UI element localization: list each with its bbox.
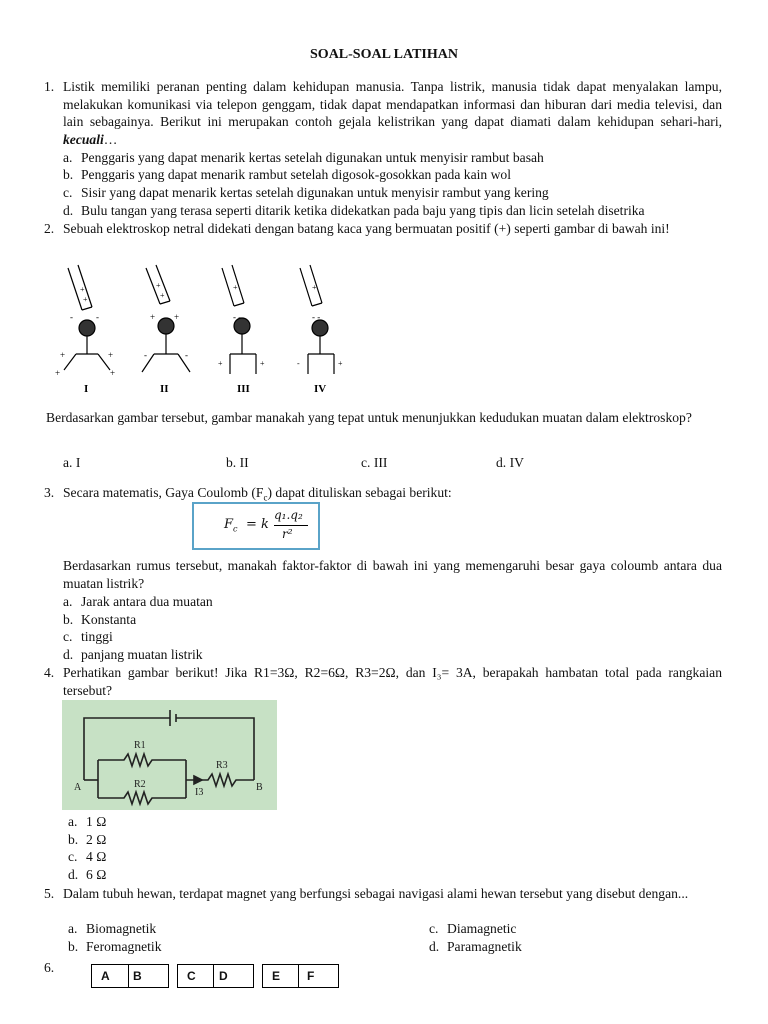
q5-option-b[interactable] [68,938,162,956]
q2-option-c[interactable]: c. III [361,455,388,470]
formula-lhs-sub: c [233,524,238,534]
svg-text:+: + [260,359,265,368]
svg-text:-: - [297,359,300,368]
q1-ellipsis: … [103,131,118,147]
formula-denominator: r² [282,527,293,541]
svg-text:+: + [80,285,85,294]
q1-number: 1. [44,79,55,94]
electroscope-2 [142,265,190,372]
q1-emphasis: kecuali [63,131,104,147]
q3-option-b[interactable] [63,611,136,629]
option-letter: c. [63,185,73,200]
circuit-diagram [62,700,277,810]
q1-text [63,78,722,148]
svg-text:+: + [150,312,156,322]
option-letter: b. [68,939,79,954]
label-r2: R2 [134,779,146,790]
svg-text:- -: - - [233,312,242,322]
label-r3: R3 [216,760,228,771]
q4-option-d[interactable] [68,866,106,884]
q3-option-a[interactable] [63,593,213,611]
svg-text:+: + [338,359,343,368]
option-text: tinggi [81,629,113,644]
q2-question: Berdasarkan gambar tersebut, gambar manakah yang tepat untuk menunjukkan kedudukan muatan dalam elektroskop? [46,410,692,425]
svg-text:+: + [110,368,116,378]
formula-equals: = k [246,517,269,532]
q3-subscript: c [263,492,268,503]
option-text: 2 Ω [86,832,107,847]
box-cell: E [272,969,281,983]
option-text: Paramagnetik [447,939,522,954]
q4-option-a[interactable] [68,813,106,831]
q3-question: Berdasarkan rumus tersebut, manakah faktor-faktor di bawah ini yang memengaruhi besar gaya coloumb antara dua muatan listrik? [63,558,722,591]
option-text: 4 Ω [86,849,107,864]
option-letter: a. [63,150,73,165]
option-letter: b. [63,167,74,182]
q4-text: Perhatikan gambar berikut! Jika R1=3Ω, R2=6Ω, R3=2Ω, dan I₃= 3A, berapakah hambatan total pada rangkaian tersebut? [63,665,722,698]
option-text: Penggaris yang dapat menarik kertas setelah digunakan untuk menyisir rambut basah [81,150,544,165]
q5-text: Dalam tubuh hewan, terdapat magnet yang berfungsi sebagai navigasi alami hewan tersebut yang disebut dengan... [63,886,689,901]
q2-option-b[interactable]: b. II [226,455,249,470]
q1-option-c[interactable] [63,184,549,202]
q1-option-b[interactable] [63,166,511,184]
q1-option-d[interactable] [63,202,645,220]
coulomb-formula [192,502,320,550]
box-divider [213,965,214,987]
label-b: B [256,782,263,793]
box-cell: D [219,969,228,983]
formula-lhs: F [224,517,234,532]
figure-label-4: IV [314,383,327,395]
option-text: panjang muatan listrik [81,647,203,662]
option-letter: c. [68,849,78,864]
q3-option-d[interactable] [63,646,203,664]
q6-number: 6. [44,960,55,975]
q5-option-c[interactable] [429,920,516,938]
electroscope-3 [218,265,265,374]
q5-number: 5. [44,886,55,901]
svg-text:+: + [174,312,180,322]
option-text: Feromagnetik [86,939,162,954]
q6-box-2[interactable] [177,964,254,988]
option-text: 6 Ω [86,867,107,882]
option-letter: c. [63,629,73,644]
q4-option-c[interactable] [68,848,106,866]
option-letter: d. [429,939,440,954]
formula-fraction-bar [274,525,308,526]
q3-number: 3. [44,485,55,500]
svg-text:+: + [156,281,161,290]
svg-text:-: - [96,312,99,322]
option-text: Sisir yang dapat menarik kertas setelah digunakan untuk menyisir rambut yang kering [81,185,549,200]
option-letter: d. [68,867,79,882]
svg-text:+: + [312,283,317,292]
q1-option-a[interactable] [63,149,544,167]
q5-option-a[interactable] [68,920,156,938]
q1-stem: Listik memiliki peranan penting dalam kehidupan manusia. Tanpa listrik, manusia tidak dapat menyalakan lampu, melakukan komunikasi via telepon genggam, tidak dapat mendapatkan informasi dan hiburan dari media televisi, dan lain sebagainya. Berikut ini merupakan contoh gejala kelistrikan yang dapat diamati dalam kehidupan sehari-hari, [63,79,722,130]
label-i3: I3 [195,787,204,798]
box-cell: B [133,969,142,983]
svg-text:+: + [83,295,88,304]
option-letter: b. [68,832,79,847]
option-letter: d. [63,647,74,662]
option-text: Penggaris yang dapat menarik rambut setelah digosok-gosokkan pada kain wol [81,167,511,182]
label-a: A [74,782,82,793]
q6-box-3[interactable] [262,964,339,988]
svg-text:+: + [233,283,238,292]
q4-number: 4. [44,665,55,680]
q5-option-d[interactable] [429,938,522,956]
electroscope-1 [55,265,115,378]
q2-option-a[interactable]: a. I [63,455,81,470]
option-text: Biomagnetik [86,921,157,936]
q3-stem-end: ) dapat dituliskan sebagai berikut: [267,485,452,500]
svg-text:- -: - - [312,312,321,322]
electroscope-figure [50,262,360,397]
q6-box-1[interactable] [91,964,169,988]
q3-option-c[interactable] [63,628,113,646]
formula-numerator: q₁.q₂ [274,508,303,522]
figure-label-3: III [237,383,250,395]
svg-text:+: + [60,350,66,360]
option-letter: d. [63,203,74,218]
svg-text:-: - [70,312,73,322]
svg-text:-: - [185,350,188,360]
option-letter: a. [68,921,78,936]
svg-text:+: + [108,350,114,360]
box-cell: A [101,969,110,983]
svg-text:-: - [144,350,147,360]
svg-text:+: + [160,291,165,300]
option-letter: c. [429,921,439,936]
option-text: Jarak antara dua muatan [81,594,213,609]
q2-option-d[interactable]: d. IV [496,455,524,470]
svg-text:+: + [55,368,61,378]
option-text: 1 Ω [86,814,107,829]
option-text: Bulu tangan yang terasa seperti ditarik ketika didekatkan pada baju yang tipis dan licin setelah disetrika [81,203,645,218]
option-text: Diamagnetic [447,921,517,936]
label-r1: R1 [134,740,146,751]
figure-label-1: I [84,383,89,395]
option-text: Konstanta [81,612,137,627]
option-letter: a. [68,814,78,829]
q4-option-b[interactable] [68,831,106,849]
box-cell: F [307,969,315,983]
box-divider [128,965,129,987]
svg-text:+: + [218,359,223,368]
figure-label-2: II [160,383,169,395]
box-cell: C [187,969,196,983]
electroscope-4 [297,265,343,374]
option-letter: a. [63,594,73,609]
q2-number: 2. [44,221,55,236]
q2-text: Sebuah elektroskop netral didekati dengan batang kaca yang bermuatan positif (+) seperti gambar di bawah ini! [63,221,670,236]
option-letter: b. [63,612,74,627]
box-divider [298,965,299,987]
page-title: SOAL-SOAL LATIHAN [310,47,458,62]
q3-stem: Secara matematis, Gaya Coulomb (F [63,485,264,500]
